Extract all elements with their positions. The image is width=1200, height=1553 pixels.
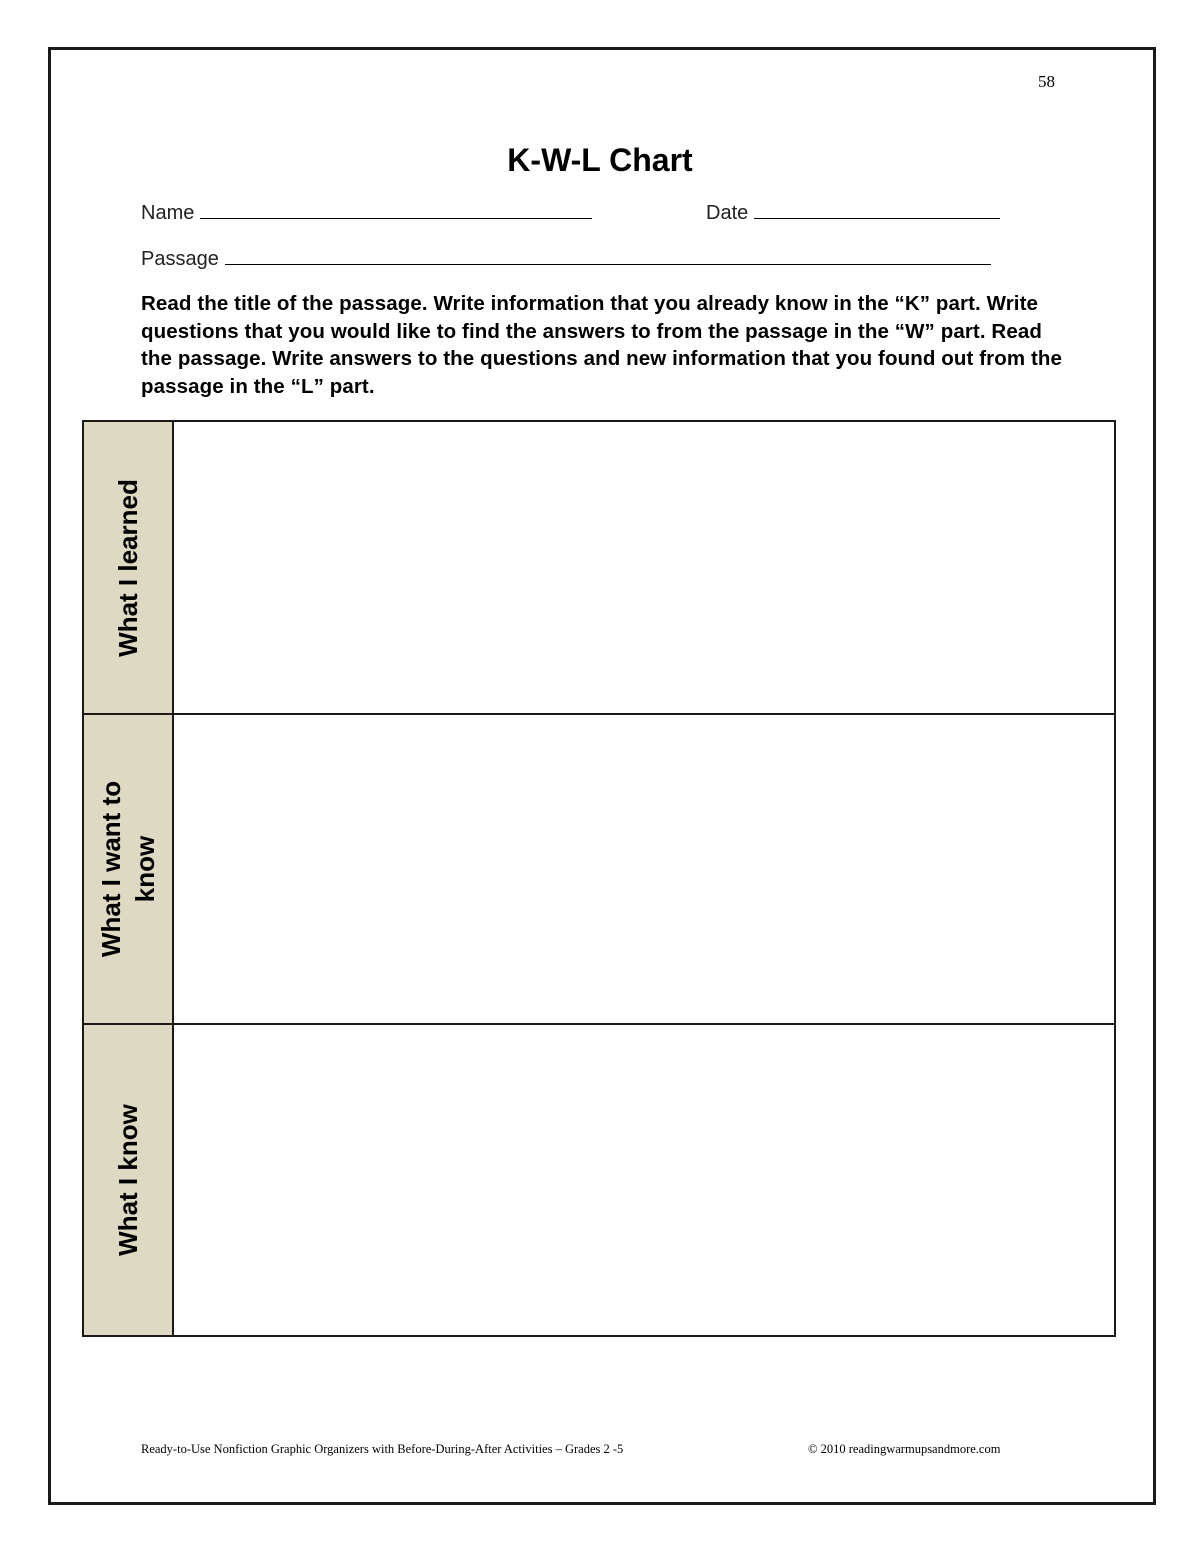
page-number: 58: [1038, 72, 1055, 91]
footer-book-title: Ready-to-Use Nonfiction Graphic Organizers with Before-During-After Activities – Grades 2 -5: [141, 1442, 624, 1456]
label-cell: [84, 1025, 174, 1335]
label-cell: [84, 422, 174, 713]
passage-line: [225, 263, 991, 265]
date-line: [754, 217, 1000, 219]
name-line: [200, 217, 592, 219]
passage-field[interactable]: [141, 248, 991, 271]
write-area-know[interactable]: [174, 1025, 1114, 1335]
name-label: Name: [141, 202, 195, 224]
name-field[interactable]: [141, 202, 592, 225]
write-area-learned[interactable]: [174, 422, 1114, 713]
kwl-chart: [82, 420, 1116, 1337]
row-label: What I learned: [113, 478, 143, 657]
passage-label: Passage: [141, 248, 219, 270]
label-cell: [84, 715, 174, 1023]
row-learned: [84, 422, 1114, 713]
date-field[interactable]: [706, 202, 1000, 225]
page-title: K-W-L Chart: [507, 142, 693, 178]
write-area-want-to-know[interactable]: [174, 715, 1114, 1023]
row-label: What I want to know: [96, 780, 160, 958]
footer-copyright: © 2010 readingwarmupsandmore.com: [808, 1442, 1001, 1456]
date-label: Date: [706, 202, 749, 224]
row-know: [84, 1023, 1114, 1335]
instructions: Read the title of the passage. Write information that you already know in the “K” part. Write questions that you would like to find the answers to from the passage in the “W” part. Read the passage. Write answers to the questions and new information that you found out from the passage in the “L” part.: [141, 292, 1063, 398]
row-want-to-know: [84, 713, 1114, 1023]
row-label: What I know: [113, 1104, 143, 1256]
